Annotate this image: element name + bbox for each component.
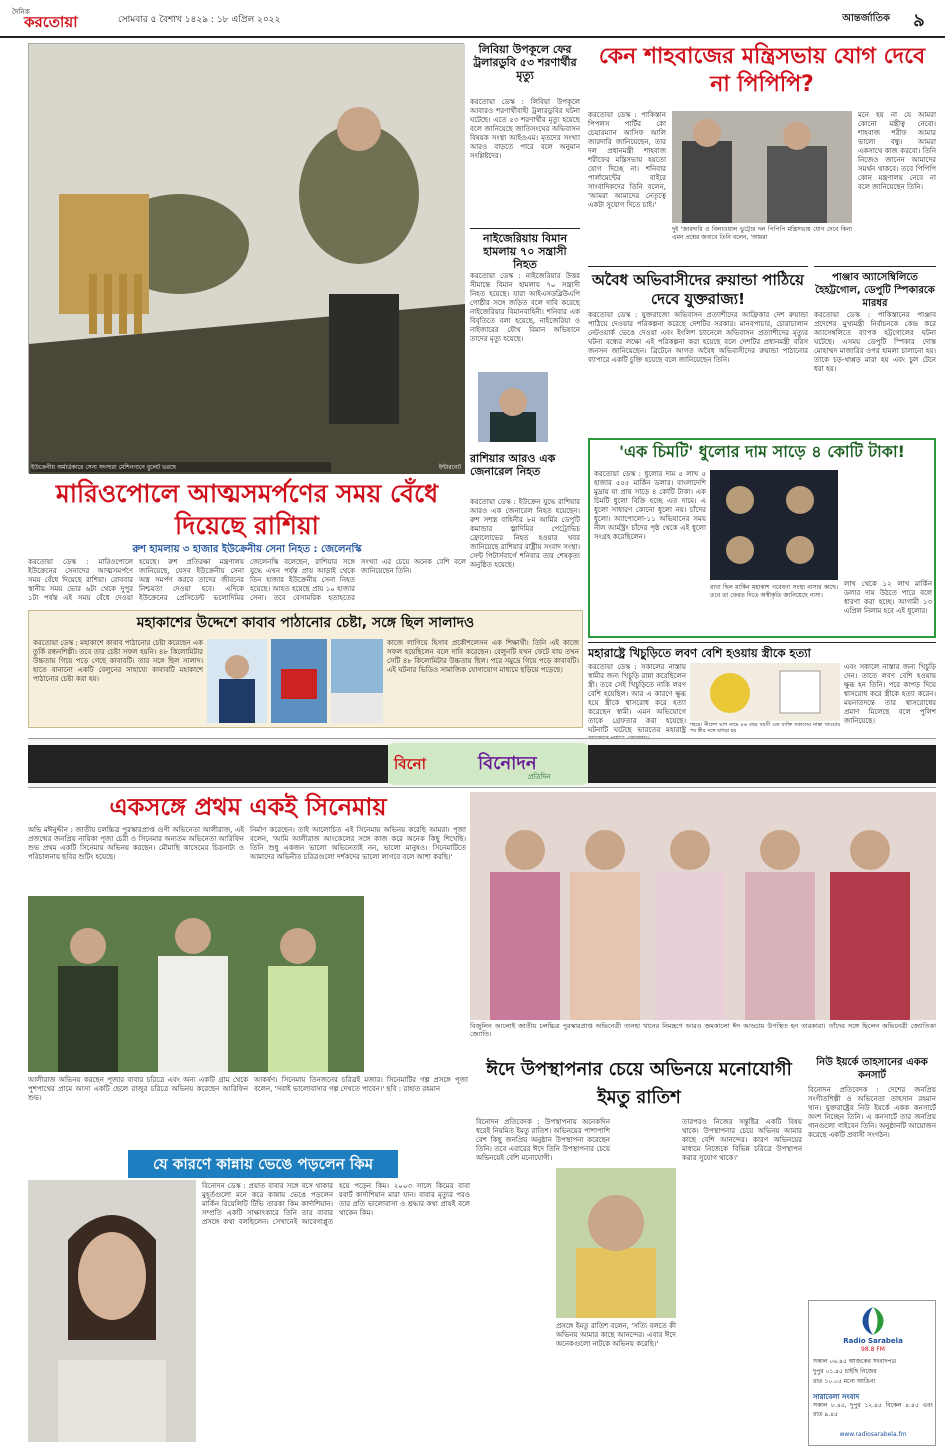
film-strip-left xyxy=(28,745,388,783)
libya-body: করতোয়া ডেস্ক : লিবিয়া উপকূলে আবারও শরণার্থীবাহী ট্রলারডুবির ঘটনা ঘটেছে। এতে ৫৩ শরণার্থীর মৃত্যু হয়েছে বলে জানিয়েছে জাতিসংঘের অভিবাসন বিষয়ক সংস্থা আইওএম। মৃতদের সংখ্যা আরও বাড়তে পারে বলে অনুমান সংশ্লিষ্টদের। xyxy=(470,98,580,160)
banner-tag: প্রতিদিন xyxy=(528,773,551,781)
radio-ad xyxy=(808,1300,936,1446)
libya-headline: লিবিয়া উপকূলে ফের ট্রলারডুবি ৫৩ শরণার্থীর মৃত্যু xyxy=(473,43,577,82)
dust-article xyxy=(588,438,936,638)
uk-rwanda-body: করতোয়া ডেস্ক : যুক্তরাজ্যে অভিবাসন প্রত্যাশীদের আফ্রিকার দেশ রুয়ান্ডা পাঠিয়ে দেওয়ার পরিকল্পনা করেছে দেশটির সরকার। মানবপাচার, চোরাচালান নেটওয়ার্ক ভেঙে দেওয়া এবং ইংলিশ চ্যানেলে অভিবাসন প্রত্যাশীদের মৃত্যুর ঘটনা বন্ধের লক্ষ্যে এই পরিকল্পনা করা হয়েছে বলে দেশটির প্রধানমন্ত্রী বরিস জনসন জানিয়েছেন। ব্রিটেনে আগত অবৈধ অভিবাসীদের রুয়ান্ডা পাঠানোর ব্যাপারে একটি চুক্তি হয়েছে বলে জানিয়েছেন তিনি। xyxy=(588,311,808,364)
top-photo-credit: ইন্টারনেট xyxy=(438,464,461,471)
masthead-logo xyxy=(12,6,107,32)
radio-slot: দুপুর ০১.৪৫ চাইছি নিজের xyxy=(813,1368,877,1375)
chef-photo xyxy=(207,639,267,723)
radio-freq: 98.8 FM xyxy=(861,1346,885,1353)
balloon-photo xyxy=(331,639,383,723)
kim-body: বিনোদন ডেস্ক : প্রয়াত বাবার সঙ্গে বসে থাকার মুহূর্তগুলো মনে করে কান্নায় ভেঙে পড়লেন মার্কিন রিয়েলিটি টিভি তারকা কিম কার্দাশিয়ান। সম্প্রতি একটি সাক্ষাৎকারে তিনি তার বাবার প্রসঙ্গে কথা বলছিলেন। সেখানেই আবেগাপ্লুত হয়ে পড়েন কিম। ২০০৩ সালে কিমের বাবা রবার্ট কার্দাশিয়ান মারা যান। বাবার মৃত্যুর পরও তার প্রতি ভালোবাসা ও শ্রদ্ধার কথা প্রায়ই বলে থাকেন কিম। xyxy=(202,1182,470,1226)
kabab-headline: মহাকাশের উদ্দেশে কাবাব পাঠানোর চেষ্টা, সঙ্গে ছিল সালাদও xyxy=(136,615,475,631)
radio-news: সারাবেলা সংবাদ xyxy=(813,1393,860,1401)
kim-article xyxy=(28,1150,470,1446)
khichdi-photo xyxy=(690,663,840,721)
nigeria-article xyxy=(470,228,580,368)
punjab-article xyxy=(814,266,936,431)
newyork-headline: নিউ ইয়র্কে তাহসানের একক কনসার্ট xyxy=(816,1057,928,1081)
general-photo-image xyxy=(478,372,548,442)
masthead xyxy=(0,0,945,38)
imtu-photo xyxy=(556,1168,676,1318)
radio-news-times: সকাল ৮.৪৫, দুপুর ১২.৪৫ বিকেল ৪.৪৫ এবং রাত ৯.৪৫ xyxy=(813,1402,933,1418)
banner-right-text: বিনোদন xyxy=(478,753,537,774)
maharashtra-body-right: এবং সকালে নাস্তার জন্য খিচুড়ি দেন। তাতে লবণ বেশি হওয়ায় ক্ষুব্ধ হন তিনি। পরে কাপড় দিয়ে শ্বাসরোধ করে স্ত্রীকে হত্যা করেন। ময়নাতদন্তে তার শ্বাসরোধের প্রমাণ মিলেছে বলে পুলিশ জানিয়েছে। xyxy=(844,663,936,725)
kabab-box-photo xyxy=(271,639,327,723)
punjab-headline: পাঞ্জাব অ্যাসেম্বিলিতে হৈহট্টগোল, ডেপুটি স্পিকারকে মারধর xyxy=(815,272,935,309)
russia-general-article xyxy=(470,372,580,604)
mariupol-body: করতোয়া ডেস্ক : মারিওপোলে ইউক্রেনের সেনাদের আত্মসমর্পণে সময় বেঁধে দিয়েছে রাশিয়া। রোববার স্থানীয় সময় ভোর ৬টা থেকে দুপুর ১টা পর্যন্ত এই সময় বেঁধে দেওয়া হয়েছে। রুশ প্রতিরক্ষা মন্ত্রণালয় জানিয়েছে, যেসব ইউক্রেনীয় সেনা অস্ত্র সমর্পণ করবে তাদের জীবনের নিশ্চয়তা দেওয়া হবে। এদিকে ইউক্রেনের প্রেসিডেন্ট ভলোদিমির জেলেনস্কি বলেছেন, রাশিয়ার সঙ্গে যুদ্ধে এখন পর্যন্ত প্রায় আড়াই থেকে তিন হাজার ইউক্রেনীয় সেনা নিহত হয়েছে। আহত হয়েছে প্রায় ১০ হাজার সেনা। তবে বেসামরিক হতাহতের সংখ্যা এর চেয়ে অনেক বেশি বলে জানিয়েছেন তিনি। xyxy=(28,558,466,602)
kabab-photo-box xyxy=(271,639,327,723)
libya-article xyxy=(470,43,580,223)
maharashtra-photo-caption: শহরে। নীলেশ ঘাগ নামে ৪৬ বছর বয়সী এক ব্যক্তি সকালের নাস্তা খাওয়ার পর স্ত্রীর সঙ্গে ঝগড়া হয় xyxy=(690,722,840,734)
radio-slot: সকাল ০৬.৪৫ আজকের সংবাদপত্র xyxy=(813,1358,897,1365)
moon-dust-photo xyxy=(710,470,838,580)
ppp-body-left: করতোয়া ডেস্ক : পাকিস্তান পিপলস পার্টির কো চেয়ারম্যান আসিফ আলি জারদারি জানিয়েছেন, তার দল প্রধানমন্ত্রী শাহবাজ শরীফের মন্ত্রিসভায় হয়তো যোগ দিচ্ছে না। শনিবার পার্লামেন্টের বাইরে সাংবাদিকদের তিনি বলেন, 'আমরা আমাদের নেতৃত্বে একটা সুযোগ দিতে চাই।' xyxy=(588,111,666,209)
logo-small: দৈনিক xyxy=(12,8,30,16)
mariupol-headline: মারিওপোলে আত্মসমর্পণের সময় বেঁধে দিয়েছে রাশিয়া xyxy=(55,479,439,540)
ppp-photo-caption: দুই 'জারদারি ও বিলাওয়াল ভুট্টোর দল পিপিপি মন্ত্রিসভায় যোগ দেবে কিনা এমন প্রশ্নের জবাবে তিনি বলেন, 'আমরা xyxy=(672,226,852,241)
actresses-photo xyxy=(470,792,936,1020)
film-body-right: নির্মাণ করেছেন। তাই আলোচিত এই সিনেমায় অভিনয় করেছি আমরা। পূজা বলেন, 'আমি আলীরাজ আংকেলের সঙ্গে কাজ করে অনেক কিছু শিখেছি। তিনি শুধু একজন ভালো অভিনেতাই নন, ভালো মানুষও। সিনেমাটিতে আমাদের অভিনীত চরিত্রগুলো দর্শকদের ভালো লাগবে বলে আশা করছি।' xyxy=(250,826,466,861)
imtu-portrait xyxy=(556,1168,676,1318)
dust-headline: 'এক চিমটি' ধুলোর দাম সাড়ে ৪ কোটি টাকা! xyxy=(619,442,905,461)
film-article xyxy=(28,792,468,1072)
film-photo xyxy=(28,896,364,1072)
maharashtra-headline: মহারাষ্ট্রে খিচুড়িতে লবণ বেশি হওয়ায় স্ত্রীকে হত্যা xyxy=(588,646,811,660)
mariupol-article xyxy=(28,478,466,608)
film-body-left: অভি মঈনুদ্দীন : জাতীয় চলচ্চিত্র পুরস্কারপ্রাপ্ত গুণী অভিনেতা আলীরাজ, এই প্রজন্মের জনপ্রিয় নায়িকা পূজা চেরী ও সিনেমার অন্যতম অভিনেতা আরিফিন শুভ প্রথম একটি সিনেমায় অভিনয় করছেন। মৌমাছি কাসেমের চিত্রনাট্য ও পরিচালনায় ছবির শুটিং হয়েছে। xyxy=(28,826,244,861)
mariupol-subhead: রুশ হামলায় ৩ হাজার ইউক্রেনীয় সেনা নিহত : জেলেনস্কি xyxy=(132,544,362,555)
imtu-headline: ঈদে উপস্থাপনার চেয়ে অভিনয়ে মনোযোগী ইমতু রাতিশ xyxy=(486,1059,792,1108)
kim-portrait xyxy=(28,1180,196,1442)
ppp-body-right: মনে হয় না যে আমরা কোনো মন্ত্রীত্ব নেবো। শাহবাজ শরীফ আমার ভালো বন্ধু। আমরা একসাথে কাজ করবো। তিনি নিজেও জানেন আমাদের সমর্থন থাকবে। তবে পিপিপি কোন মন্ত্রণালয় নেবে না বলে জানিয়েছেন তিনি। xyxy=(858,111,936,191)
masthead-date: সোমবার ৫ বৈশাখ ১৪২৯ : ১৮ এপ্রিল ২০২২ xyxy=(118,15,281,25)
film-caption-right: আকর্ষণ। সিনেমায় তিনজনের চরিত্রই মজার। সিনেমাটির গল্প প্রসঙ্গে পূজা বলেন, 'সবাই ভালোবাসার গল্প দেখতে পাবেন।' ছবি : রাহাত রহমান xyxy=(254,1076,468,1093)
kabab-article xyxy=(28,610,583,728)
banner-center xyxy=(388,743,588,785)
top-photo xyxy=(28,43,464,473)
film-cast-photo xyxy=(28,896,364,1072)
general-body: করতোয়া ডেস্ক : ইউক্রেন যুদ্ধে রাশিয়ার আরও এক জেনারেল নিহত হয়েছেন। রুশ সশস্ত্র বাহিনীর ৮ম আর্মির ডেপুটি কমান্ডার ভ্লাদিমির পেট্রোভিচ ফ্রোলোভের নিহত হওয়ার খবর জানিয়েছে রাশিয়ার রাষ্ট্রীয় সংবাদ সংস্থা। সেন্ট পিটার্সবার্গে শনিবার তার শেষকৃত্য অনুষ্ঠিত হয়েছে। xyxy=(470,498,580,569)
film-photo-caption: আলীরাজ অভিনয় করছেন পূজার বাবার চরিত্রে এবং অন্য একটি গ্রাম থেকে পুশপাথের প্রামে আসা একটি ছেলে রাজুর চরিত্রে অভিনয় করেছেন আরিফিন শুভ। xyxy=(28,1076,248,1102)
kabab-body-left: করতোয়া ডেস্ক : মহাকাশে কাবাব পাঠানোর চেষ্টা করেছেন এক তুর্কি রন্ধনশিল্পী। তবে তার চেষ্টা সফল হয়নি। ৪৮ কিলোমিটার উচ্চতায় গিয়ে পড়ে গেছে কাবাবটি। তার সঙ্গে ছিল সালাদ। হাতে বানানো একটি বেলুনের সাহায্যে কাবাবটি মহাকাশে পাঠানোর চেষ্টা করা হয়। xyxy=(33,639,203,683)
nigeria-body: করতোয়া ডেস্ক : নাইজেরিয়ার উত্তর সীমান্তে বিমান হামলায় ৭০ সন্ত্রাসী নিহত হয়েছে। যারা আইএসডব্লিউএপি গোষ্ঠীর সঙ্গে জড়িত বলে দাবি করেছে নাইজেরিয়ার বিমানবাহিনী। শনিবার এক বিবৃতিতে বলা হয়েছে, নাইজেরিয়া ও নাইজারের যৌথ বিমান অভিযানে তাদের মৃত্যু হয়েছে। xyxy=(470,272,580,343)
general-photo xyxy=(478,372,548,442)
dust-photo xyxy=(710,470,838,580)
uk-rwanda-article xyxy=(588,266,808,431)
kabab-body-right: কাজে লাগিয়ে হিসাব প্রকৌশলেসন এক শিক্ষার্থী। তিনি এই কাজে সফল হয়েছিলেন বলে দাবি করেছেন। বেলুনটি যখন ফেটে যায় তখন সেটি ৪৮ কিলোমিটার উচ্চতায় ছিল। পরে সমুদ্রে গিয়ে পড়ে কাবাবটি। এই ঘটনার ভিডিও সামাজিক যোগাযোগ মাধ্যমে ছড়িয়ে পড়েছে। xyxy=(387,639,579,674)
maharashtra-body-left: করতোয়া ডেস্ক : সকালের নাস্তায় স্বামীর জন্য খিচুড়ি রান্না করেছিলেন স্ত্রী। তবে সেই খিচুড়িতে নাকি লবণ বেশি হয়েছিল। আর এ কারণে ক্ষুব্ধ হয়ে স্ত্রীকে শ্বাসরোধ করে হত্যা করেছেন স্বামী। এমন অভিযোগে তাকে গ্রেফতার করা হয়েছে। ঘটনাটি ঘটেছে ভারতের মহারাষ্ট্র xyxy=(588,663,686,734)
newyork-body: বিনোদন প্রতিবেদক : দেশের জনপ্রিয় সংগীতশিল্পী ও অভিনেতা তাহসান রহমান খান। যুক্তরাষ্ট্রের নিউ ইয়র্কে একক কনসার্টে অংশ নিচ্ছেন তিনি। এ কনসার্টে তার জনপ্রিয় গানগুলো গাইবেন তিনি। অনুষ্ঠানটি আয়োজন করেছে একটি প্রবাসী সংগঠন। xyxy=(808,1086,936,1139)
banner-left-text: বিনো xyxy=(394,755,426,773)
top-photo-caption: ইউক্রেনীয় অর্মার্ডকারে সেনা সদস্যরা মেশিনগানে বুলেট ভরছে xyxy=(31,462,331,472)
ppp-article xyxy=(588,43,936,263)
vinodan-banner xyxy=(28,738,936,788)
general-headline: রাশিয়ার আরও এক জেনারেল নিহত xyxy=(470,452,556,478)
kabab-photo-chef xyxy=(207,639,267,723)
ppp-photo-image xyxy=(672,111,852,223)
film-photo-right-caption: বিজুলিন আলোই জাতীয় চলচ্চিত্র পুরস্কারপ্রাপ্ত অভিনেত্রী তানহা খানের নিমন্ত্রণে আরও জমকালো ঈদ আড্ডায় উপস্থিত হন তারকারা। তাঁদের সঙ্গে ছিলেন অভিনেত্রী জ্যোতিকা জ্যোতি। xyxy=(470,1022,936,1038)
ppp-headline: কেন শাহবাজের মন্ত্রিসভায় যোগ দেবে না পিপিপি? xyxy=(598,44,926,97)
imtu-article xyxy=(476,1056,802,1446)
nigeria-headline: নাইজেরিয়ায় বিমান হামলায় ৭০ সন্ত্রাসী নিহত xyxy=(482,232,568,271)
film-headline: একসঙ্গে প্রথম একই সিনেমায় xyxy=(109,793,387,821)
kim-photo xyxy=(28,1180,196,1442)
film-photo-right xyxy=(470,792,936,1020)
radio-url[interactable]: www.radiosarabela.fm xyxy=(839,1431,907,1438)
logo-text: করতোয়া xyxy=(24,13,78,31)
dust-body-left: করতোয়া ডেস্ক : ধুলোর দাম ৫ লাখ ৫ হাজার ৫৫৫ মার্কিন ডলার। বাংলাদেশি মুদ্রায় যা প্রায় সাড়ে ৪ কোটি টাকা। এক চিমটি ধুলো বিক্রি হচ্ছে এত দামে। এ ধুলো সাধারণ কোনো ধুলো নয়। চাঁদের ধুলো। অ্যাপোলো-১১ অভিযানের সময় নীল আর্মস্ট্রং চাঁদের পৃষ্ঠ থেকে এই ধুলো সংগ্রহ করেছিলেন। xyxy=(594,470,706,541)
page-number: ৯ xyxy=(913,10,925,31)
maharashtra-photo xyxy=(690,663,840,721)
imtu-photo-caption: প্রসঙ্গে ইমতু রাতিশ বলেন, 'সত্যি বলতে কী অভিনয় আমার কাছে আনন্দের। এবার ঈদে অনেকগুলো নাটকে অভিনয় করেছি।' xyxy=(556,1322,676,1348)
maharashtra-article xyxy=(588,642,936,736)
uk-rwanda-headline: অবৈধ অভিবাসীদের রুয়ান্ডা পাঠিয়ে দেবে যুক্তরাজ্য! xyxy=(592,271,804,308)
ppp-photo xyxy=(672,111,852,223)
punjab-body: করতোয়া ডেস্ক : পাকিস্তানের পাঞ্জাব প্রদেশের মুখ্যমন্ত্রী নির্বাচনকে কেন্দ্র করে অ্যাসেম্বলিতে ব্যাপক হট্টগোলের ঘটনা ঘটেছে। এসময় ডেপুটি স্পিকার দোস্ত মোহাম্মদ মাজারির ওপর হামলা চালানো হয়। তাকে চড়-থাপ্পড় মারা হয় এবং চুল টেনে ধরা হয়। xyxy=(814,311,936,373)
film-strip-right xyxy=(588,745,936,783)
section-name: আন্তর্জাতিক xyxy=(842,13,890,24)
radio-logo-icon xyxy=(849,1305,897,1337)
dust-photo-caption: রাখা ছিল মার্কিন মহাকাশ গবেষণা সংস্থা নাসার কাছে। তবে তা ফেরত দিতে অস্বীকৃতি জানিয়েছে নাসা। xyxy=(710,584,838,599)
soldiers-photo xyxy=(29,44,465,474)
radio-slot: রাত ১০.০৫ মনো আঙিনা xyxy=(813,1378,876,1385)
imtu-body-right: তারপরও নিজের সন্তুষ্টির একটি বিষয় থাকে। উপস্থাপনার চেয়ে অভিনয় আমার কাছে বেশি আনন্দের। কারণ অভিনয়ের মাধ্যমে নিজেকে বিভিন্ন চরিত্রে উপস্থাপন করার সুযোগ থাকে।' xyxy=(682,1118,802,1162)
kim-headline: যে কারণে কান্নায় ভেঙে পড়লেন কিম xyxy=(128,1150,398,1178)
dust-body-right: লাখ থেকে ১২ লাখ মার্কিন ডলার দাম উঠতে পারে বলে ধারণা করা হচ্ছে। আগামী ১৩ এপ্রিল নিলাম হবে এই ধুলোর। xyxy=(844,580,932,615)
newyork-article xyxy=(808,1056,936,1296)
kabab-photo-balloon xyxy=(331,639,383,723)
radio-name: Radio Sarabela xyxy=(843,1337,903,1345)
imtu-body-left: বিনোদন প্রতিবেদক : উপস্থাপনায় অনেকদিন ধরেই নিয়মিত ইমতু রাতিশ। অভিনয়ের পাশাপাশি বেশ কিছু জনপ্রিয় অনুষ্ঠান উপস্থাপনা করেছেন তিনি। তবে এবারের ঈদে তিনি উপস্থাপনার চেয়ে অভিনয়েই বেশি মনোযোগী। xyxy=(476,1118,610,1162)
